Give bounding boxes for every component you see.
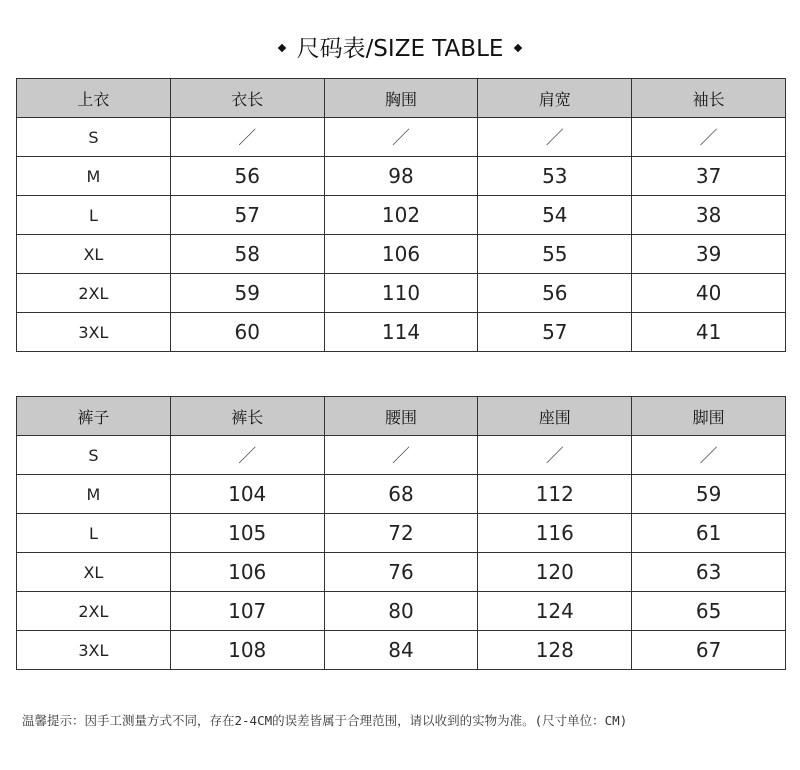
table-cell: 106 bbox=[324, 235, 478, 274]
size-label-cell: 2XL bbox=[17, 274, 171, 313]
table-cell: 56 bbox=[478, 274, 632, 313]
table-cell: 61 bbox=[632, 514, 786, 553]
table-cell: 60 bbox=[170, 313, 324, 352]
table-cell: 38 bbox=[632, 196, 786, 235]
table-cell: 67 bbox=[632, 631, 786, 670]
table-cell: 53 bbox=[478, 157, 632, 196]
table-cell: 37 bbox=[632, 157, 786, 196]
table-cell: 57 bbox=[478, 313, 632, 352]
table-cell: 120 bbox=[478, 553, 632, 592]
table-cell: 72 bbox=[324, 514, 478, 553]
table-row bbox=[17, 475, 786, 514]
table-cell: 59 bbox=[632, 475, 786, 514]
table-row bbox=[17, 553, 786, 592]
pants-header-cell: 脚围 bbox=[632, 397, 786, 436]
table-cell: ／ bbox=[170, 118, 324, 157]
table-cell: 114 bbox=[324, 313, 478, 352]
pants-header-cell: 腰围 bbox=[324, 397, 478, 436]
table-cell: 40 bbox=[632, 274, 786, 313]
table-cell: 106 bbox=[170, 553, 324, 592]
table-cell: ／ bbox=[324, 118, 478, 157]
title-text: 尺码表/SIZE TABLE bbox=[296, 36, 504, 62]
size-label-cell: M bbox=[17, 475, 171, 514]
table-row bbox=[17, 157, 786, 196]
size-label-cell: 2XL bbox=[17, 592, 171, 631]
pants-header-cell: 裤子 bbox=[17, 397, 171, 436]
diamond-bullet-icon bbox=[514, 43, 522, 51]
table-cell: 63 bbox=[632, 553, 786, 592]
size-label-cell: S bbox=[17, 436, 171, 475]
table-cell: 98 bbox=[324, 157, 478, 196]
measurement-note: 温馨提示：因手工测量方式不同，存在2-4CM的误差皆属于合理范围，请以收到的实物为准。(尺寸单位：CM) bbox=[22, 713, 628, 728]
pants-header-cell: 裤长 bbox=[170, 397, 324, 436]
size-label-cell: L bbox=[17, 196, 171, 235]
pants-size-table bbox=[16, 396, 786, 670]
table-cell: 84 bbox=[324, 631, 478, 670]
table-cell: 107 bbox=[170, 592, 324, 631]
table-cell: 110 bbox=[324, 274, 478, 313]
tops-header-cell: 肩宽 bbox=[478, 79, 632, 118]
table-row bbox=[17, 118, 786, 157]
pants-header-row bbox=[17, 397, 786, 436]
table-cell: 124 bbox=[478, 592, 632, 631]
table-cell: 108 bbox=[170, 631, 324, 670]
tops-header-row bbox=[17, 79, 786, 118]
table-row bbox=[17, 631, 786, 670]
table-cell: 128 bbox=[478, 631, 632, 670]
table-cell: 57 bbox=[170, 196, 324, 235]
table-cell: 112 bbox=[478, 475, 632, 514]
table-cell: 80 bbox=[324, 592, 478, 631]
table-row bbox=[17, 514, 786, 553]
table-cell: 116 bbox=[478, 514, 632, 553]
table-cell: 59 bbox=[170, 274, 324, 313]
size-label-cell: S bbox=[17, 118, 171, 157]
table-cell: 68 bbox=[324, 475, 478, 514]
table-cell: ／ bbox=[632, 436, 786, 475]
table-cell: ／ bbox=[324, 436, 478, 475]
table-cell: 54 bbox=[478, 196, 632, 235]
table-cell: 76 bbox=[324, 553, 478, 592]
table-row bbox=[17, 235, 786, 274]
table-cell: 56 bbox=[170, 157, 324, 196]
table-cell: ／ bbox=[170, 436, 324, 475]
table-cell: 58 bbox=[170, 235, 324, 274]
table-cell: 65 bbox=[632, 592, 786, 631]
pants-header-cell: 座围 bbox=[478, 397, 632, 436]
tops-header-cell: 上衣 bbox=[17, 79, 171, 118]
page-title bbox=[0, 30, 800, 63]
tops-header-cell: 袖长 bbox=[632, 79, 786, 118]
table-cell: ／ bbox=[478, 118, 632, 157]
tops-header-cell: 衣长 bbox=[170, 79, 324, 118]
table-cell: ／ bbox=[632, 118, 786, 157]
table-cell: 55 bbox=[478, 235, 632, 274]
table-row bbox=[17, 196, 786, 235]
table-cell: ／ bbox=[478, 436, 632, 475]
table-cell: 39 bbox=[632, 235, 786, 274]
table-row bbox=[17, 274, 786, 313]
table-cell: 102 bbox=[324, 196, 478, 235]
table-cell: 41 bbox=[632, 313, 786, 352]
table-row bbox=[17, 313, 786, 352]
size-label-cell: 3XL bbox=[17, 313, 171, 352]
table-cell: 105 bbox=[170, 514, 324, 553]
tops-header-cell: 胸围 bbox=[324, 79, 478, 118]
table-row bbox=[17, 592, 786, 631]
size-label-cell: XL bbox=[17, 235, 171, 274]
diamond-bullet-icon bbox=[277, 43, 285, 51]
size-label-cell: M bbox=[17, 157, 171, 196]
size-label-cell: XL bbox=[17, 553, 171, 592]
table-row bbox=[17, 436, 786, 475]
table-cell: 104 bbox=[170, 475, 324, 514]
size-label-cell: 3XL bbox=[17, 631, 171, 670]
size-label-cell: L bbox=[17, 514, 171, 553]
tops-size-table bbox=[16, 78, 786, 352]
